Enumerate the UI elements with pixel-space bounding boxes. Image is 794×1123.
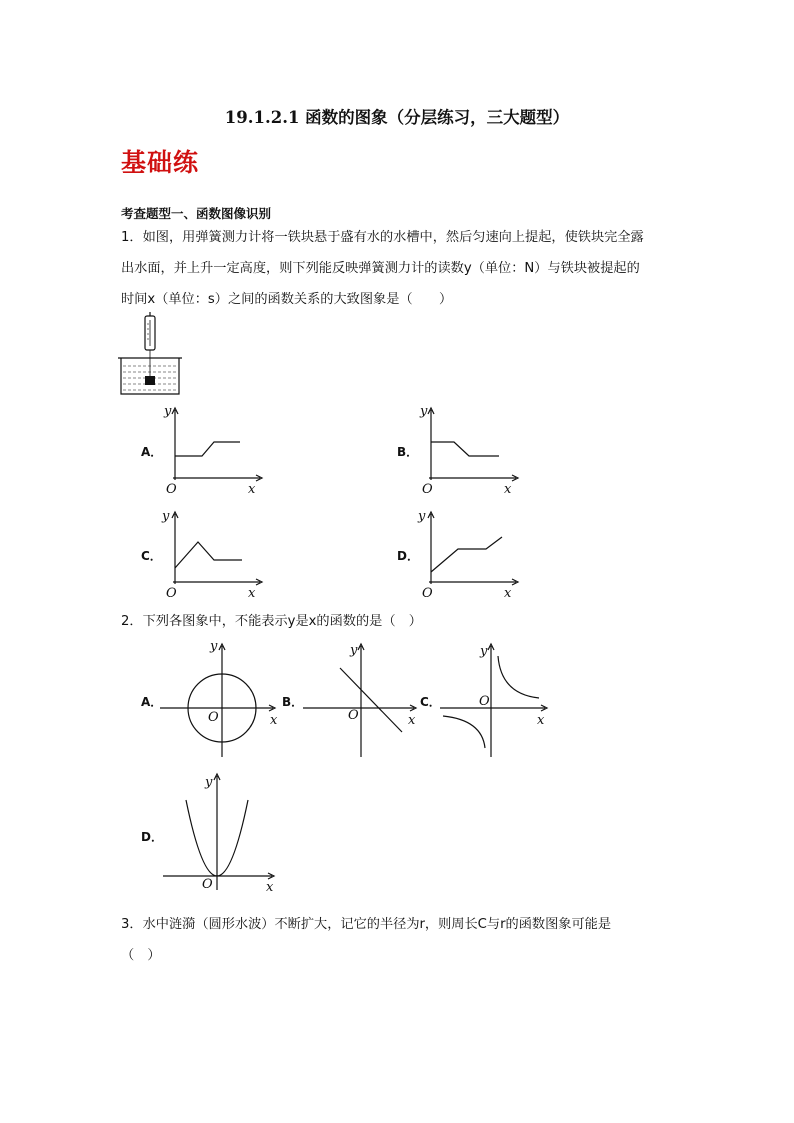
y-axis-label: y [162,509,170,524]
question-3-line-2: （ ） [121,948,161,963]
question-1-line-1: 1．如图，用弹簧测力计将一铁块悬于盛有水的水槽中，然后匀速向上提起，使铁块完全露 [121,230,644,245]
x-axis-label: x [248,482,256,497]
origin-label: O [422,482,433,497]
origin-label: O [166,482,177,497]
level-heading: 基础练 [121,148,200,177]
section-heading: 考查题型一、函数图像识别 [121,206,272,221]
q2-option-b-label: B． [282,695,304,709]
y-axis-label: y [480,644,488,659]
q2-option-d-label: D． [141,830,163,844]
question-1-line-3: 时间x（单位：s）之间的函数关系的大致图象是（ ） [121,292,453,307]
q1-option-b-label: B． [397,445,419,459]
q1-option-c-label: C． [141,549,162,563]
x-axis-label: x [270,713,278,728]
x-axis-label: x [504,482,512,497]
x-axis-label: x [266,880,274,895]
q1-option-a-label: A． [141,445,163,459]
spring-scale-figure [118,312,183,397]
y-axis-label: y [164,404,172,419]
q2-graph-c-hyperbola [437,640,562,760]
y-axis-label: y [418,509,426,524]
question-2-text: 2．下列各图象中，不能表示y是x的函数的是（ ） [121,614,422,629]
origin-label: O [166,586,177,601]
q2-option-a-label: A． [141,695,163,709]
question-1-line-2: 出水面，并上升一定高度，则下列能反映弹簧测力计的读数y（单位：N）与铁块被提起的 [121,261,640,276]
q1-option-d-label: D． [397,549,419,563]
origin-label: O [202,877,213,892]
x-axis-label: x [537,713,545,728]
y-axis-label: y [210,639,218,654]
y-axis-label: y [205,775,213,790]
q1-graph-d [416,506,526,606]
origin-label: O [422,586,433,601]
x-axis-label: x [408,713,416,728]
q2-graph-d-parabola [160,770,285,895]
origin-label: O [208,710,219,725]
q2-graph-a-circle [158,640,283,760]
q2-option-c-label: C． [420,695,441,709]
x-axis-label: x [248,586,256,601]
q1-graph-a [160,400,270,500]
y-axis-label: y [420,404,428,419]
x-axis-label: x [504,586,512,601]
y-axis-label: y [350,643,358,658]
origin-label: O [348,708,359,723]
q2-graph-b-line [300,640,425,760]
q1-graph-c [160,506,270,606]
q1-graph-b [416,400,526,500]
question-3-line-1: 3．水中涟漪（圆形水波）不断扩大，记它的半径为r，则周长C与r的函数图象可能是 [121,917,612,932]
page-title: 19.1.2.1 函数的图象（分层练习，三大题型） [224,108,570,127]
origin-label: O [479,694,490,709]
